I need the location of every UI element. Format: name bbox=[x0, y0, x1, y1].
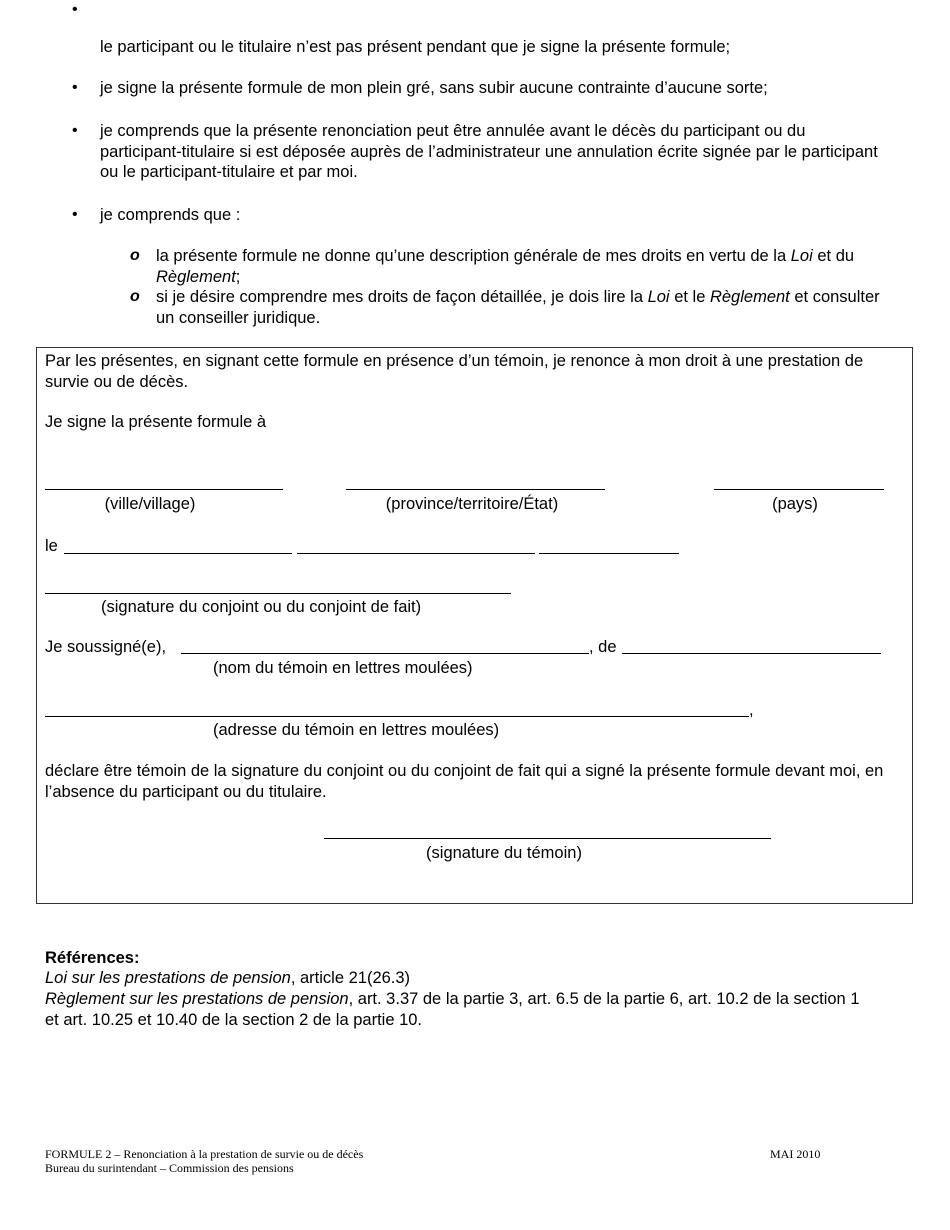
bullet-plein-gre: je signe la présente formule de mon plein gré, sans subir aucune contrainte d’aucune sorte; bbox=[100, 79, 768, 97]
date-year-line[interactable] bbox=[539, 553, 679, 554]
witness-name-caption: (nom du témoin en lettres moulées) bbox=[213, 659, 473, 677]
waiver-intro: Par les présentes, en signant cette formule en présence d’un témoin, je renonce à mon droit à une prestation de survie ou de décès. bbox=[45, 352, 864, 391]
witness-name-line[interactable] bbox=[181, 653, 589, 654]
witness-address-caption: (adresse du témoin en lettres moulées) bbox=[213, 721, 500, 739]
address-comma: , bbox=[749, 701, 754, 719]
date-day-line[interactable] bbox=[64, 553, 292, 554]
sub-bullet-conseiller: si je désire comprendre mes droits de façon détaillée, je dois lire la Loi et le Règlement et consulter un conseiller juridique. bbox=[156, 288, 880, 327]
date-label: le bbox=[45, 537, 58, 555]
witness-signature-caption: (signature du témoin) bbox=[426, 844, 582, 862]
references-heading: Références: bbox=[45, 949, 140, 967]
footer-office: Bureau du surintendant – Commission des pensions bbox=[45, 1161, 294, 1175]
footer-date: MAI 2010 bbox=[770, 1147, 821, 1161]
spouse-signature-caption: (signature du conjoint ou du conjoint de fait) bbox=[101, 598, 422, 616]
footer-form-title: FORMULE 2 – Renonciation à la prestation de survie ou de décès bbox=[45, 1147, 364, 1161]
witness-city-line[interactable] bbox=[622, 653, 881, 654]
bullet-dot: • bbox=[72, 206, 78, 223]
sign-at-label: Je signe la présente formule à bbox=[45, 413, 267, 431]
sub-bullet-description: la présente formule ne donne qu’une description générale de mes droits en vertu de la Loi et du Règlement; bbox=[156, 247, 855, 286]
sub-bullet-marker: o bbox=[130, 247, 140, 264]
witness-address-line[interactable] bbox=[45, 716, 749, 717]
city-caption: (ville/village) bbox=[104, 495, 196, 513]
province-caption: (province/territoire/État) bbox=[385, 495, 559, 513]
undersigned-label: Je soussigné(e), bbox=[45, 638, 167, 656]
bullet-participant-absent: le participant ou le titulaire n’est pas présent pendant que je signe la présente formule; bbox=[100, 38, 731, 56]
reference-loi: Loi sur les prestations de pension, article 21(26.3) bbox=[45, 969, 411, 987]
of-label: , de bbox=[589, 638, 617, 656]
bullet-dot: • bbox=[72, 122, 78, 139]
city-signature-line[interactable] bbox=[45, 489, 283, 490]
reference-reglement: Règlement sur les prestations de pension, art. 3.37 de la partie 3, art. 6.5 de la partie 6, art. 10.2 de la section 1 et art. 10.25 et 10.40 de la section 2 de la partie 10. bbox=[45, 990, 860, 1029]
province-signature-line[interactable] bbox=[346, 489, 605, 490]
witness-signature-line[interactable] bbox=[324, 838, 771, 839]
witness-declaration: déclare être témoin de la signature du conjoint ou du conjoint de fait qui a signé la présente formule devant moi, en l’absence du participant ou du titulaire. bbox=[45, 762, 884, 801]
sub-bullet-marker: o bbox=[130, 288, 140, 305]
bullet-annulation: je comprends que la présente renonciation peut être annulée avant le décès du participant ou du participant-titulaire si est déposée auprès de l’administrateur une annulation écrite signée par le participant ou le participant-titulaire et par moi. bbox=[100, 122, 878, 181]
country-caption: (pays) bbox=[772, 495, 818, 513]
spouse-signature-line[interactable] bbox=[45, 593, 511, 594]
date-month-line[interactable] bbox=[297, 553, 535, 554]
bullet-dot: • bbox=[72, 1, 78, 18]
bullet-je-comprends: je comprends que : bbox=[100, 206, 241, 224]
bullet-dot: • bbox=[72, 79, 78, 96]
country-signature-line[interactable] bbox=[714, 489, 884, 490]
